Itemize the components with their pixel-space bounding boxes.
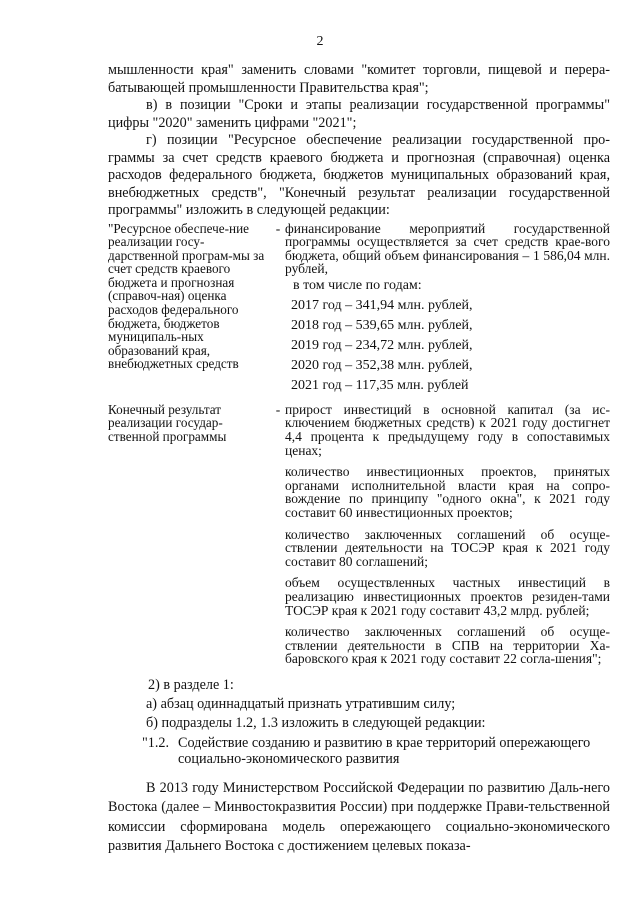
table-row-label: "Ресурсное обеспече-ние реализации госу-дарственной програм-мы за счет средств краевого бюджета и прогнозная (справоч-ная) оценка расходов федерального бюджета, бюджетов муниципаль-ных образований края, внебюджетных средств bbox=[108, 220, 265, 372]
subsection-number: "1.2. bbox=[142, 734, 170, 751]
item-g: г) позиции "Ресурсное обеспечение реализации государственной про-граммы за счет средств краевого бюджета и прогнозная (справочная) оценка расходов федерального бюджета, бюджетов муниципальных образований края, внебюджетных средств", "Конечный результат реализации государственной программы" изложить в следующей редакции: bbox=[108, 132, 610, 218]
section-item-a: а) абзац одиннадцатый признать утратившим силу; bbox=[146, 695, 456, 712]
year-line: 2017 год – 341,94 млн. рублей, bbox=[291, 297, 473, 313]
result-item: количество заключенных соглашений об осуще-ствлении деятельности в СПВ на территории Ха-баровского края к 2021 году составит 22 согла-шения"; bbox=[285, 624, 610, 667]
subsection-heading bbox=[108, 735, 610, 767]
result-item: количество инвестиционных проектов, принятых органами исполнительной власти края на сопро-вождение по принципу "одного окна", к 2021 году составит 60 инвестиционных проектов; bbox=[285, 464, 610, 521]
subsection-title-line: социально-экономического развития bbox=[178, 750, 400, 767]
subsection-title-line: Содействие созданию и развитию в крае территорий опережающего bbox=[178, 734, 591, 751]
page-number: 2 bbox=[316, 34, 324, 49]
intro-continuation: мышленности края" заменить словами "комитет торговли, пищевой и перера-батывающей промышленности Правительства края"; bbox=[108, 62, 610, 96]
section-item-b: б) подразделы 1.2, 1.3 изложить в следующей редакции: bbox=[146, 714, 486, 731]
table-row-label: Конечный результат реализации государ-ственной программы bbox=[108, 401, 227, 445]
result-item: прирост инвестиций в основной капитал (за ис-ключением бюджетных средств) к 2021 году достигнет 4,4 процента к предыдущему году в сопоставимых ценах; bbox=[285, 401, 610, 458]
closing-paragraph: В 2013 году Министерством Российской Федерации по развитию Даль-него Востока (далее – Минвостокразвития России) при поддержке Прави-тельственной комиссии сформирована модель опережающего социально-экономического развития Дальнего Востока с достижением целевых показа- bbox=[108, 779, 610, 855]
document-body bbox=[108, 62, 610, 857]
years-intro: в том числе по годам: bbox=[293, 277, 422, 293]
year-line: 2021 год – 117,35 млн. рублей bbox=[291, 377, 469, 393]
section-item-2: 2) в разделе 1: bbox=[148, 676, 234, 693]
table-row-dash: - bbox=[275, 401, 281, 417]
year-line: 2020 год – 352,38 млн. рублей, bbox=[291, 357, 473, 373]
year-line: 2019 год – 234,72 млн. рублей, bbox=[291, 337, 473, 353]
table-row-dash: - bbox=[275, 220, 281, 236]
item-v: в) в позиции "Сроки и этапы реализации государственной программы" цифры "2020" заменить цифрами "2021"; bbox=[108, 97, 610, 131]
financing-text: финансирование мероприятий государственной программы осуществляется за счет средств крае-вого бюджета, общий объем финансирования – 1 586,04 млн. рублей, bbox=[285, 220, 610, 277]
table-row-content bbox=[285, 403, 610, 666]
table-row-results bbox=[108, 403, 610, 666]
table-row-content bbox=[285, 222, 610, 393]
result-item: объем осуществленных частных инвестиций в реализацию инвестиционных проектов резиден-тами ТОСЭР края к 2021 году составит 43,2 млрд. рублей; bbox=[285, 575, 610, 618]
result-item: количество заключенных соглашений об осуще-ствлении деятельности на ТОСЭР края к 2021 году составит 80 соглашений; bbox=[285, 526, 610, 569]
table-row-resources bbox=[108, 222, 610, 393]
year-line: 2018 год – 539,65 млн. рублей, bbox=[291, 317, 473, 333]
